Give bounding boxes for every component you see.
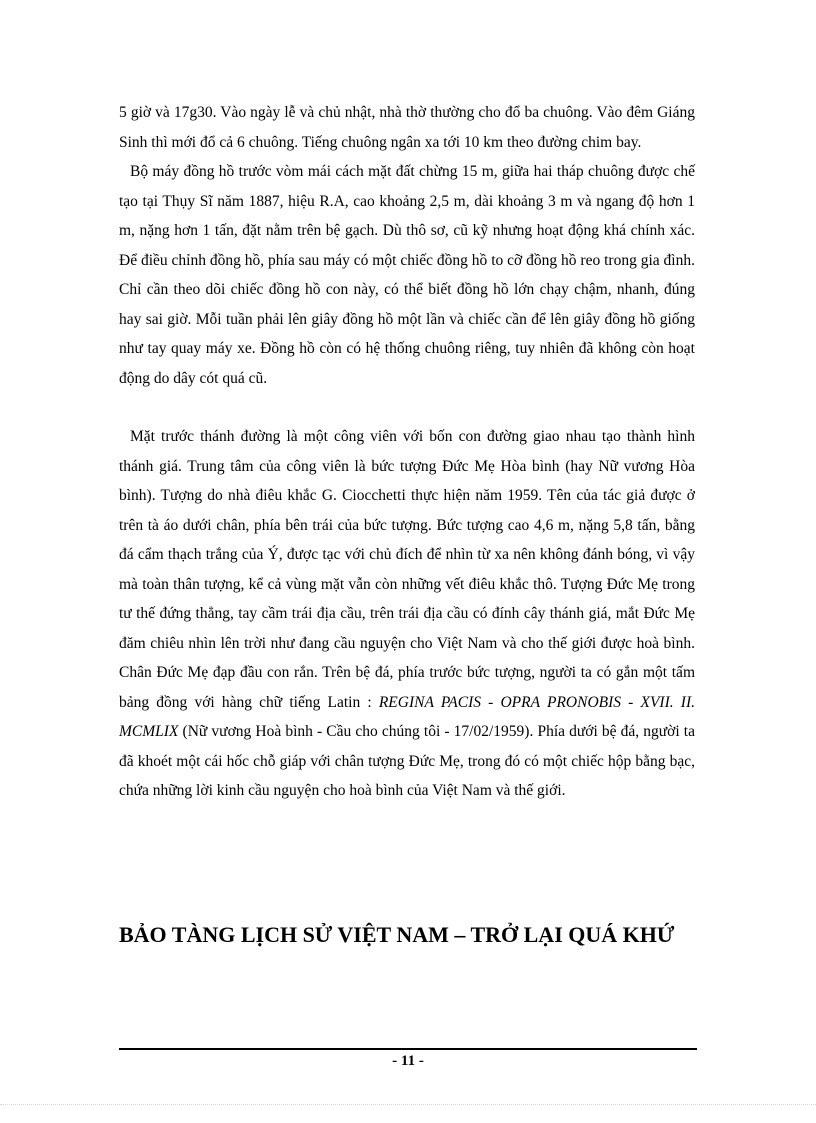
- paragraph-clock: Bộ máy đồng hồ trước vòm mái cách mặt đất chừng 15 m, giữa hai tháp chuông được chế tạo tại Thụy Sĩ năm 1887, hiệu R.A, cao khoảng 2,5 m, dài khoảng 3 m và ngang độ hơn 1 m, nặng hơn 1 tấn, đặt nằm trên bệ gạch. Dù thô sơ, cũ kỹ nhưng hoạt động khá chính xác. Để điều chỉnh đồng hồ, phía sau máy có một chiếc đồng hồ to cỡ đồng hồ reo trong gia đình. Chỉ cần theo dõi chiếc đồng hồ con này, có thể biết đồng hồ lớn chạy chậm, nhanh, đúng hay sai giờ. Mỗi tuần phải lên giây đồng hồ một lần và chiếc cần để lên giây đồng hồ giống như tay quay máy xe. Đồng hồ còn có hệ thống chuông riêng, tuy nhiên đã không còn hoạt động do dây cót quá cũ.: [119, 163, 695, 387]
- page-edge-divider: [0, 1104, 816, 1105]
- paragraph-gap: [119, 393, 695, 422]
- footer-divider: [119, 1048, 697, 1050]
- paragraph-statue: [119, 422, 695, 806]
- section-heading: BẢO TÀNG LỊCH SỬ VIỆT NAM – TRỞ LẠI QUÁ KHỨ: [119, 922, 675, 947]
- paragraph-bells: 5 giờ và 17g30. Vào ngày lễ và chủ nhật, nhà thờ thường cho đổ ba chuông. Vào đêm Giáng Sinh thì mới đổ cả 6 chuông. Tiếng chuông ngân xa tới 10 km theo đường chim bay.: [119, 104, 695, 151]
- statue-text-before: Mặt trước thánh đường là một công viên với bốn con đường giao nhau tạo thành hình thánh giá. Trung tâm của công viên là bức tượng Đức Mẹ Hòa bình (hay Nữ vương Hòa bình). Tượng do nhà điêu khắc G. Ciocchetti thực hiện năm 1959. Tên của tác giả được ở trên tà áo dưới chân, phía bên trái của bức tượng. Bức tượng cao 4,6 m, nặng 5,8 tấn, bằng đá cẩm thạch trắng của Ý, được tạc với chủ đích để nhìn từ xa nên không đánh bóng, vì vậy mà toàn thân tượng, kể cả vùng mặt vẫn còn những vết điêu khắc thô. Tượng Đức Mẹ trong tư thế đứng thẳng, tay cầm trái địa cầu, trên trái địa cầu có đính cây thánh giá, mắt Đức Mẹ đăm chiêu nhìn lên trời như đang cầu nguyện cho Việt Nam và cho thế giới được hoà bình. Chân Đức Mẹ đạp đầu con rắn. Trên bệ đá, phía trước bức tượng, người ta có gắn một tấm bảng đồng với hàng chữ tiếng Latin :: [119, 428, 695, 711]
- statue-text-after: (Nữ vương Hoà bình - Cầu cho chúng tôi - 17/02/1959). Phía dưới bệ đá, người ta đã khoét một cái hốc chỗ giáp với chân tượng Đức Mẹ, trong đó có một chiếc hộp bằng bạc, chứa những lời kinh cầu nguyện cho hoà bình của Việt Nam và thế giới.: [119, 723, 695, 799]
- latin-inscription: REGINA PACIS - OPRA PRONOBIS - XVII. II. MCMLIX: [119, 693, 695, 740]
- body-text: [119, 98, 695, 806]
- page-number: - 11 -: [392, 1053, 424, 1069]
